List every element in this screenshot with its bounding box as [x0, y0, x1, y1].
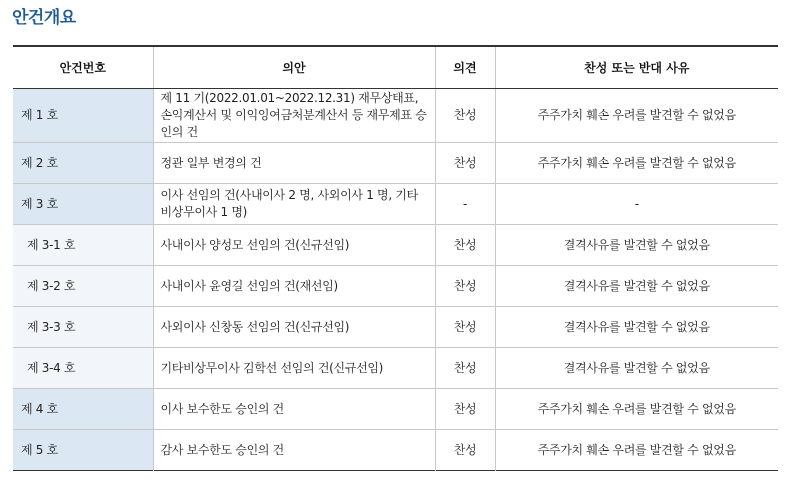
- agenda-number: 제 1 호: [13, 89, 153, 143]
- header-agenda-item: 의안: [153, 46, 435, 89]
- reason-cell: -: [495, 184, 778, 225]
- table-row: [13, 348, 778, 389]
- opinion-cell: 찬성: [435, 143, 495, 184]
- reason-cell: 주주가치 훼손 우려를 발견할 수 없었음: [495, 430, 778, 471]
- opinion-cell: 찬성: [435, 348, 495, 389]
- agenda-number: 제 3-3 호: [13, 307, 153, 348]
- agenda-number: 제 4 호: [13, 389, 153, 430]
- opinion-cell: 찬성: [435, 89, 495, 143]
- reason-cell: 결격사유를 발견할 수 없었음: [495, 225, 778, 266]
- agenda-item: 제 11 기(2022.01.01~2022.12.31) 재무상태표, 손익계산서 및 이익잉여금처분계산서 등 재무제표 승인의 건: [153, 89, 435, 143]
- header-reason: 찬성 또는 반대 사유: [495, 46, 778, 89]
- agenda-item: 사내이사 윤영길 선임의 건(재선임): [153, 266, 435, 307]
- opinion-cell: -: [435, 184, 495, 225]
- table-header-row: [13, 46, 778, 89]
- agenda-number: 제 3-2 호: [13, 266, 153, 307]
- opinion-cell: 찬성: [435, 389, 495, 430]
- agenda-number: 제 2 호: [13, 143, 153, 184]
- opinion-cell: 찬성: [435, 430, 495, 471]
- opinion-cell: 찬성: [435, 225, 495, 266]
- opinion-cell: 찬성: [435, 307, 495, 348]
- agenda-table: [13, 45, 778, 471]
- agenda-item: 감사 보수한도 승인의 건: [153, 430, 435, 471]
- table-row: [13, 184, 778, 225]
- table-row: [13, 225, 778, 266]
- reason-cell: 주주가치 훼손 우려를 발견할 수 없었음: [495, 89, 778, 143]
- table-row: [13, 143, 778, 184]
- reason-cell: 주주가치 훼손 우려를 발견할 수 없었음: [495, 389, 778, 430]
- table-row: [13, 307, 778, 348]
- header-opinion: 의견: [435, 46, 495, 89]
- agenda-number: 제 3 호: [13, 184, 153, 225]
- reason-cell: 주주가치 훼손 우려를 발견할 수 없었음: [495, 143, 778, 184]
- table-row: [13, 389, 778, 430]
- agenda-item: 이사 선임의 건(사내이사 2 명, 사외이사 1 명, 기타비상무이사 1 명): [153, 184, 435, 225]
- header-agenda-number: 안건번호: [13, 46, 153, 89]
- agenda-item: 이사 보수한도 승인의 건: [153, 389, 435, 430]
- agenda-number: 제 3-4 호: [13, 348, 153, 389]
- table-row: [13, 89, 778, 143]
- reason-cell: 결격사유를 발견할 수 없었음: [495, 307, 778, 348]
- table-row: [13, 430, 778, 471]
- agenda-item: 사외이사 신창동 선임의 건(신규선임): [153, 307, 435, 348]
- agenda-item: 정관 일부 변경의 건: [153, 143, 435, 184]
- opinion-cell: 찬성: [435, 266, 495, 307]
- agenda-item: 기타비상무이사 김학선 선임의 건(신규선임): [153, 348, 435, 389]
- reason-cell: 결격사유를 발견할 수 없었음: [495, 266, 778, 307]
- agenda-item: 사내이사 양성모 선임의 건(신규선임): [153, 225, 435, 266]
- table-row: [13, 266, 778, 307]
- reason-cell: 결격사유를 발견할 수 없었음: [495, 348, 778, 389]
- agenda-number: 제 5 호: [13, 430, 153, 471]
- section-title: 안건개요: [12, 8, 76, 28]
- agenda-number: 제 3-1 호: [13, 225, 153, 266]
